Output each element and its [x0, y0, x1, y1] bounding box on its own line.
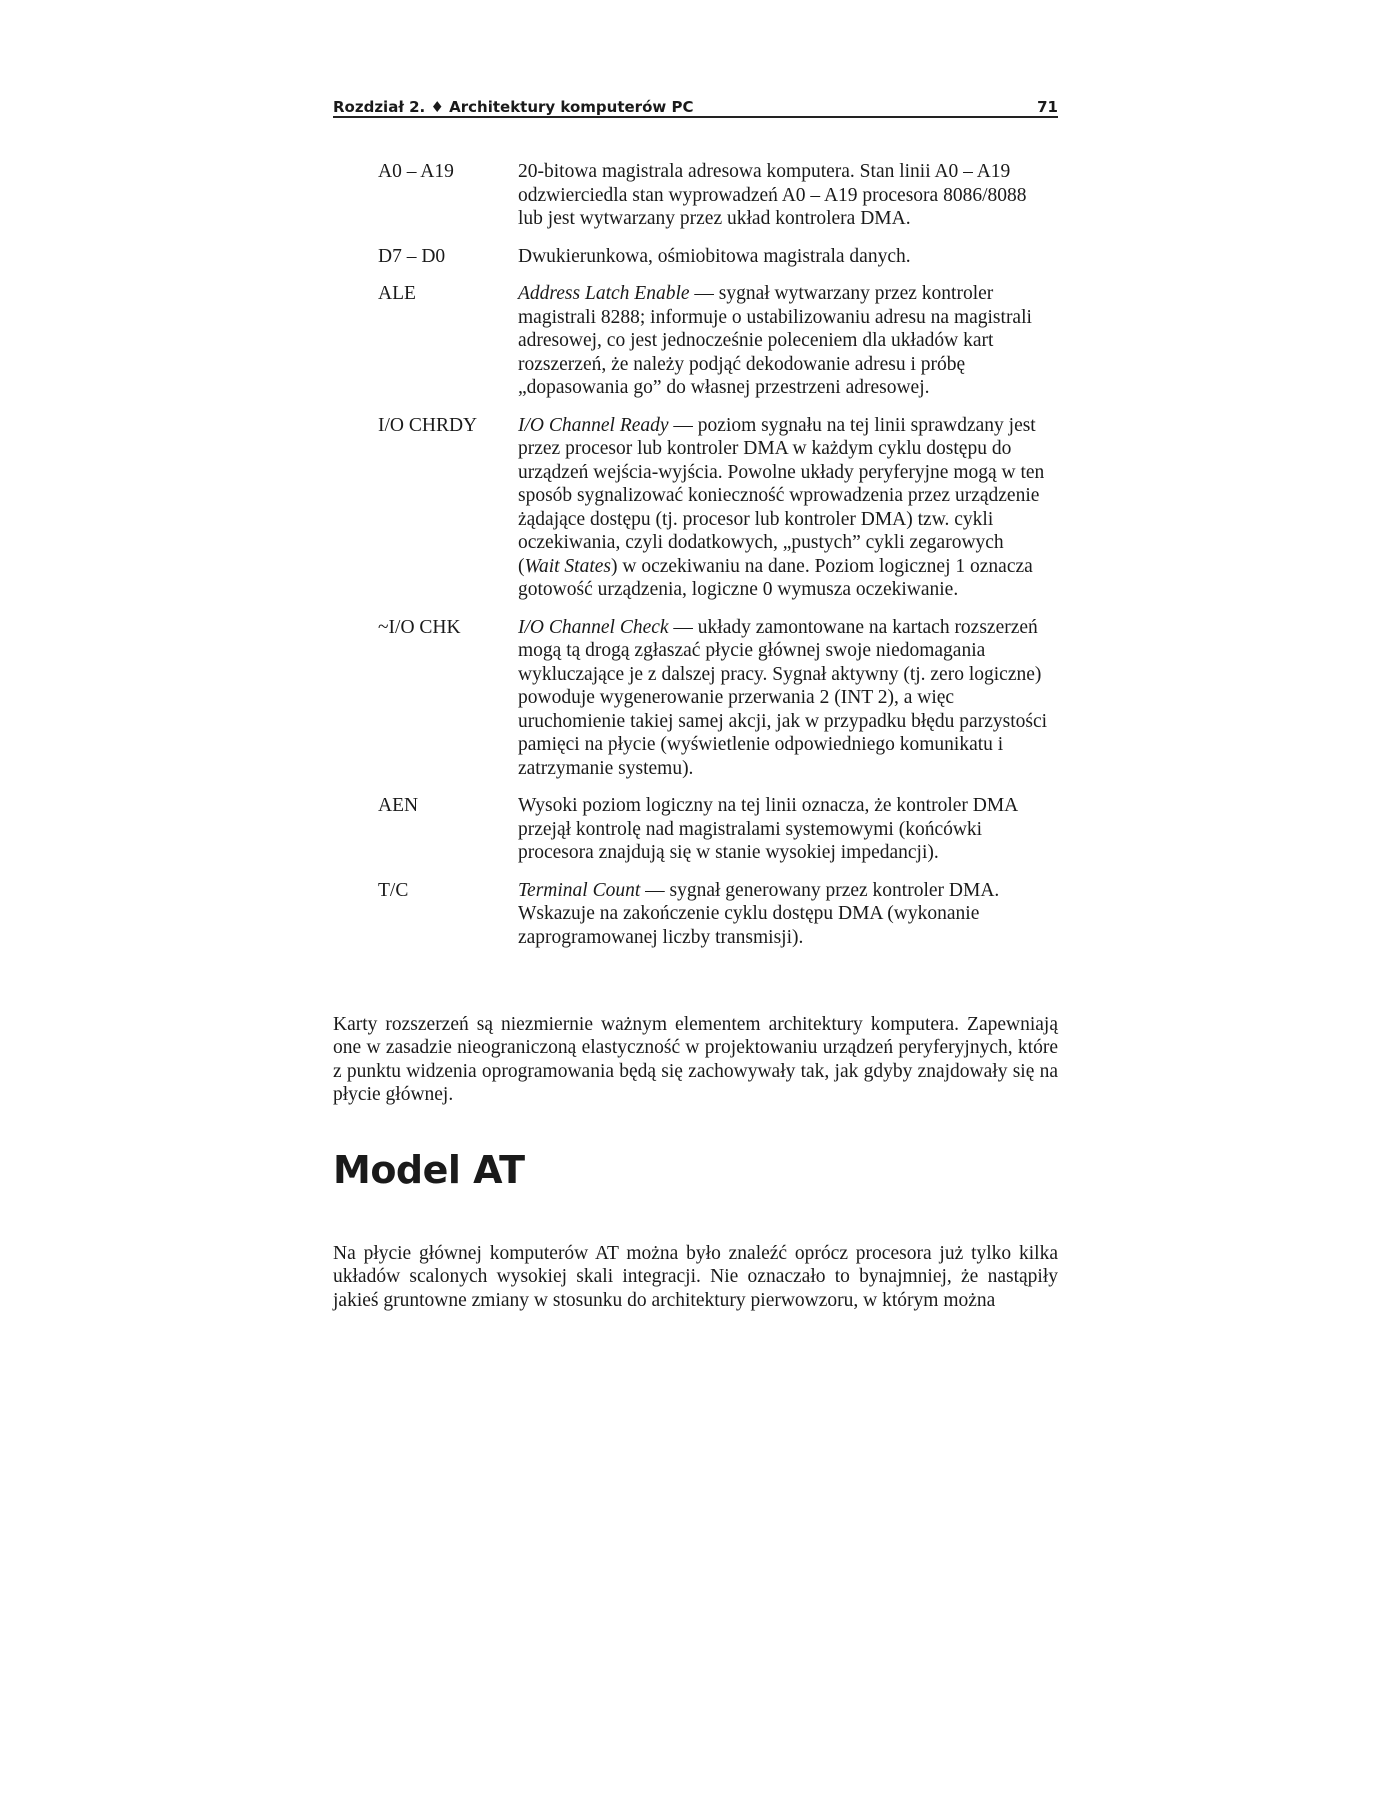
definition-row	[378, 616, 1058, 781]
signal-definition-list	[378, 160, 1058, 963]
signal-term: AEN	[378, 795, 419, 816]
definition-row	[378, 282, 1058, 400]
header-rule	[333, 116, 1058, 118]
definition-row	[378, 879, 1058, 950]
signal-description: 20-bitowa magistrala adresowa komputera. Stan linii A0 – A19 odzwierciedla stan wyprowadzeń A0 – A19 procesora 8086/8088 lub jest wytwarzany przez układ kontrolera DMA.	[518, 161, 1027, 229]
signal-description: Terminal Count — sygnał generowany przez kontroler DMA. Wskazuje na zakończenie cyklu dostępu DMA (wykonanie zaprogramowanej liczby transmisji).	[518, 879, 1000, 948]
signal-description: I/O Channel Ready — poziom sygnału na tej linii sprawdzany jest przez procesor lub kontroler DMA w każdym cyklu dostępu do urządzeń wejścia-wyjścia. Powolne układy peryferyjne mogą w ten sposób sygnalizować konieczność wprowadzenia przez urządzenie żądające dostępu (tj. procesor lub kontroler DMA) tzw. cykli oczekiwania, czyli dodatkowych, „pustych” cykli zegarowych (Wait States) w oczekiwaniu na dane. Poziom logicznej 1 oznacza gotowość urządzenia, logiczne 0 wymusza oczekiwanie.	[518, 414, 1045, 600]
signal-description: I/O Channel Check — układy zamontowane na kartach rozszerzeń mogą tą drogą zgłaszać płycie głównej swoje niedomagania wykluczające je z dalszej pracy. Sygnał aktywny (tj. zero logiczne) powoduje wygenerowanie przerwania 2 (INT 2), a więc uruchomienie takiej samej akcji, jak w przypadku błędu parzystości pamięci na płycie (wyświetlenie odpowiedniego komunikatu i zatrzymanie systemu).	[518, 616, 1048, 779]
definition-row	[378, 414, 1058, 602]
signal-term: ~I/O CHK	[378, 616, 461, 638]
signal-term: I/O CHRDY	[378, 414, 478, 436]
signal-term: A0 – A19	[378, 161, 454, 182]
signal-term: ALE	[378, 283, 416, 304]
definition-row	[378, 794, 1058, 865]
definition-row	[378, 245, 1058, 269]
signal-term: T/C	[378, 879, 409, 901]
signal-description: Wysoki poziom logiczny na tej linii oznacza, że kontroler DMA przejął kontrolę nad magistralami systemowymi (końcówki procesora znajdują się w stanie wysokiej impedancji).	[518, 795, 1018, 863]
signal-description: Dwukierunkowa, ośmiobitowa magistrala danych.	[518, 245, 911, 267]
signal-term: D7 – D0	[378, 245, 446, 267]
signal-description: Address Latch Enable — sygnał wytwarzany przez kontroler magistrali 8288; informuje o ustabilizowaniu adresu na magistrali adresowej, co jest jednocześnie poleceniem dla układów kart rozszerzeń, że należy podjąć dekodowanie adresu i próbę „dopasowania go” do własnej przestrzeni adresowej.	[518, 283, 1032, 398]
section-heading: Model AT	[333, 1148, 525, 1192]
page-number: 71	[1037, 98, 1058, 116]
running-head	[333, 90, 1058, 116]
definition-row	[378, 160, 1058, 231]
chapter-title: Rozdział 2. ♦ Architektury komputerów PC	[333, 98, 694, 116]
body-paragraph: Karty rozszerzeń są niezmiernie ważnym elementem architektury komputera. Zapewniają one w zasadzie nieograniczoną elastyczność w projektowaniu urządzeń peryferyjnych, które z punktu widzenia oprogramowania będą się zachowywały tak, jak gdyby znajdowały się na płycie głównej.	[333, 1013, 1058, 1105]
body-paragraph: Na płycie głównej komputerów AT można było znaleźć oprócz procesora już tylko kilka układów scalonych wysokiej skali integracji. Nie oznaczało to bynajmniej, że nastąpiły jakieś gruntowne zmiany w stosunku do architektury pierwowzoru, w którym można	[333, 1242, 1058, 1311]
